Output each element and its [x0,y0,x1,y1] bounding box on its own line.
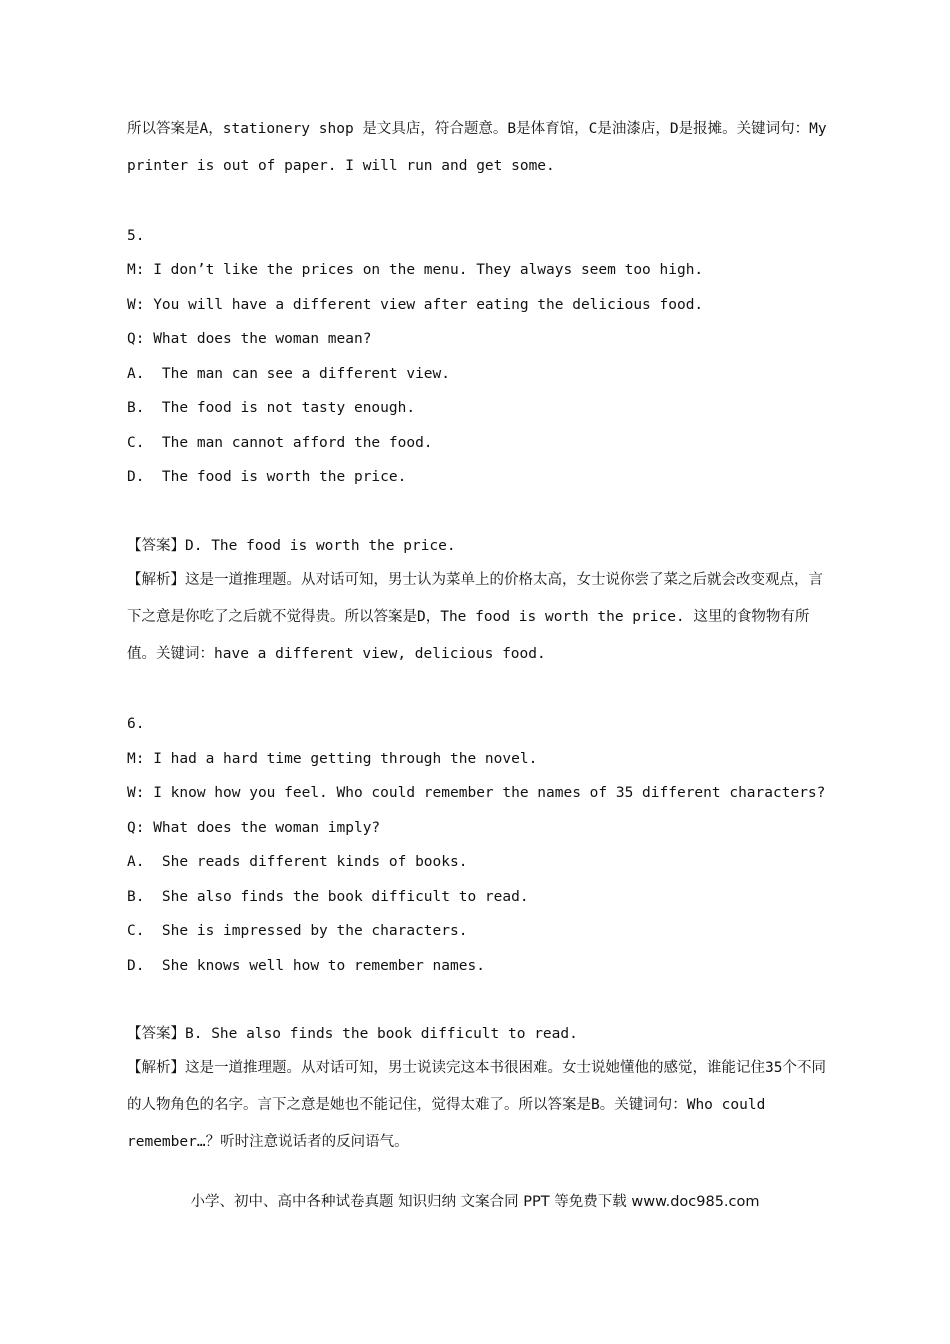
analysis-text: 这是一道推理题。从对话可知，男士认为菜单上的价格太高，女士说你尝了菜之后就会改变观点，言下之意是你吃了之后就不觉得贵。所以答案是D，The food is worth the price. 这里的食物物有所值。关键词：have a different view, delicious food. [127,572,823,662]
question-5-option-c: C. The man cannot afford the food. [127,435,433,451]
question-5-option-a: A. The man can see a different view. [127,366,451,382]
question-5-question: Q: What does the woman mean? [127,331,372,347]
question-6-option-d: D. She knows well how to remember names. [127,958,485,974]
question-6-option-a: A. She reads different kinds of books. [127,854,468,870]
analysis-label: 【解析】 [127,572,185,588]
question-6-answer [127,1024,578,1044]
question-5-option-b: B. The food is not tasty enough. [127,400,416,416]
answer-label: 【答案】 [127,1026,185,1042]
question-5-woman-line: W: You will have a different view after eating the delicious food. [127,297,704,313]
answer-text: D. The food is worth the price. [185,538,456,554]
analysis-label: 【解析】 [127,1060,185,1076]
answer-text: B. She also finds the book difficult to read. [185,1026,578,1042]
intro-explanation: 所以答案是A，stationery shop 是文具店，符合题意。B是体育馆，C是油漆店，D是报摊。关键词句：My printer is out of paper. I will run and get some. [127,121,827,174]
question-5-answer [127,536,456,556]
question-6-option-b: B. She also finds the book difficult to read. [127,889,529,905]
page-footer: 小学、初中、高中各种试卷真题 知识归纳 文案合同 PPT 等免费下载 www.doc985.com [190,1194,760,1210]
question-6-man-line: M: I had a hard time getting through the novel. [127,751,538,767]
question-5-option-d: D. The food is worth the price. [127,469,407,485]
question-5-man-line: M: I don’t like the prices on the menu. They always seem too high. [127,262,704,278]
question-6-woman-line: W: I know how you feel. Who could remember the names of 35 different characters? [127,785,826,801]
question-6-number: 6. [127,716,145,732]
answer-label: 【答案】 [127,538,185,554]
question-5-number: 5. [127,228,145,244]
question-6-analysis [127,1050,832,1161]
question-6-option-c: C. She is impressed by the characters. [127,923,468,939]
question-5-analysis [127,562,832,673]
question-6-question: Q: What does the woman imply? [127,820,381,836]
analysis-text: 这是一道推理题。从对话可知，男士说读完这本书很困难。女士说她懂他的感觉，谁能记住35个不同的人物角色的名字。言下之意是她也不能记住，觉得太难了。所以答案是B。关键词句：Who could remember…？听时注意说话者的反问语气。 [127,1060,826,1150]
